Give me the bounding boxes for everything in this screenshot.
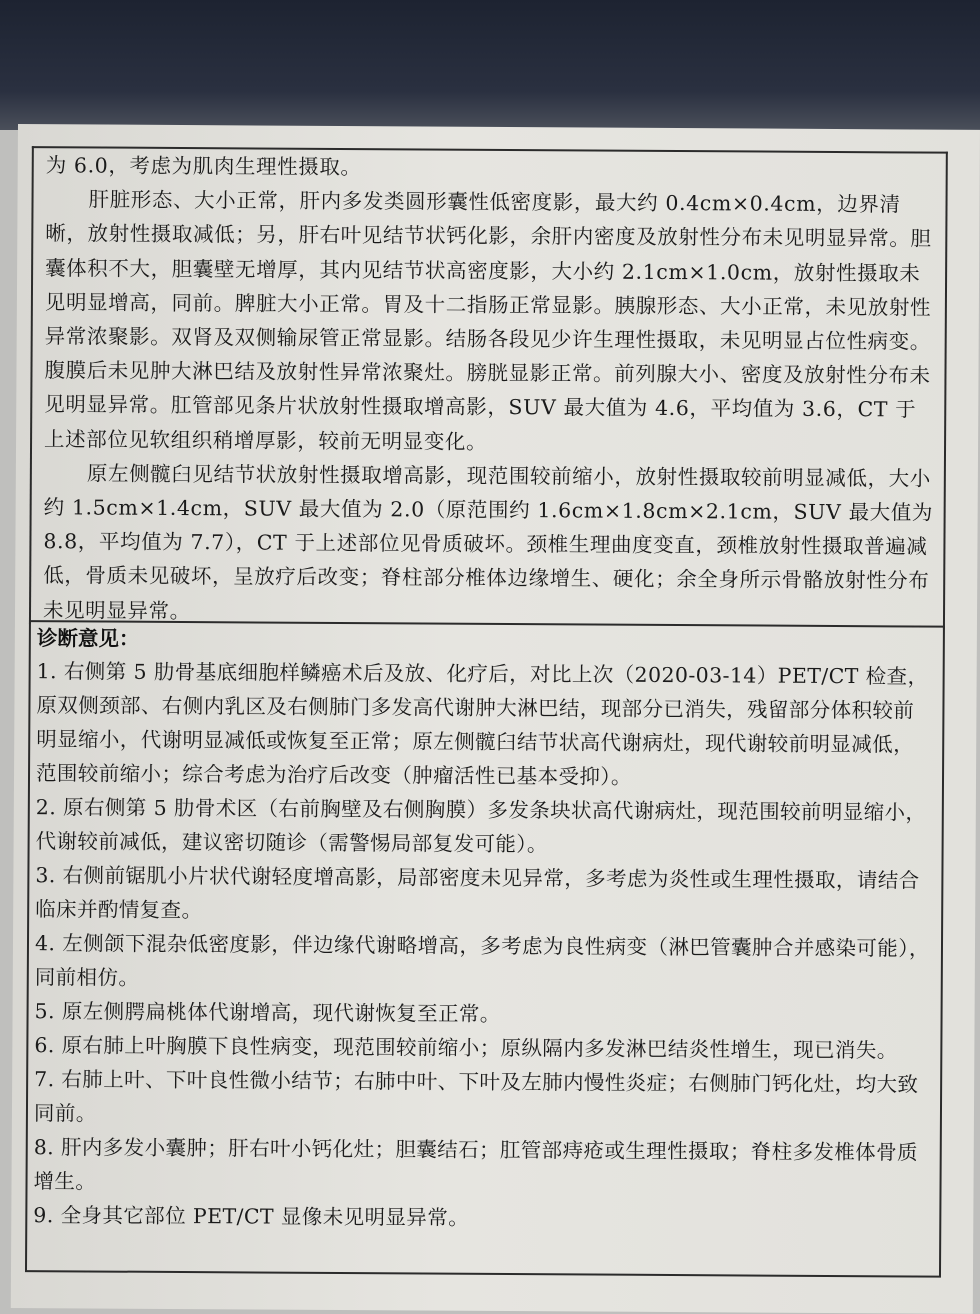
diagnosis-item-4: 4. 左侧颌下混杂低密度影，伴边缘代谢略增高，多考虑为良性病变（淋巴管囊肿合并感染可能），同前相仿。 [34, 931, 930, 990]
findings-paragraph-liver: 肝脏形态、大小正常，肝内多发类圆形囊性低密度影，最大约 0.4cm×0.4cm，边界清晰，放射性摄取减低；另，肝右叶见结节状钙化影，余肝内密度及放射性分布未见明显异常。胆囊体积不大，胆囊壁无增厚，其内见结节状高密度影，大小约 2.1cm×1.0cm，放射性摄取未见明显增高，同前。脾脏大小正常。胃及十二指肠正常显影。胰腺形态、大小正常，未见放射性异常浓聚影。双肾及双侧输尿管正常显影。结肠各段见少许生理性摄取，未见明显占位性病变。腹膜后未见肿大淋巴结及放射性异常浓聚灶。膀胱显影正常。前列腺大小、密度及放射性分布未见明显异常。肛管部见条片状放射性摄取增高影，SUV 最大值为 4.6，平均值为 3.6，CT 于上述部位见软组织稍增厚影，较前无明显变化。 [44, 187, 932, 454]
diagnosis-section [25, 620, 945, 1278]
diagnosis-item-1: 1. 右侧第 5 肋骨基底细胞样鳞癌术后及放、化疗后，对比上次（2020-03-14）PET/CT 检查，原双侧颈部、右侧内乳区及右侧肺门多发高代谢肿大淋巴结，现部分已消失，残留部分体积较前明显缩小，代谢明显减低或恢复至正常；原左侧髋臼结节状高代谢病灶，现代谢较前明显减低，范围较前缩小；综合考虑为治疗后改变（肿瘤活性已基本受抑）。 [35, 659, 929, 789]
findings-line-0: 为 6.0，考虑为肌肉生理性摄取。 [45, 153, 362, 180]
report-page [11, 124, 980, 1314]
background-dark-area [0, 0, 980, 130]
diagnosis-item-9: 9. 全身其它部位 PET/CT 显像未见明显异常。 [33, 1203, 470, 1230]
findings-paragraph-bone: 原左侧髋臼见结节状放射性摄取增高影，现范围较前缩小，放射性摄取较前明显减低，大小约 1.5cm×1.4cm，SUV 最大值为 2.0（原范围约 1.6cm×1.8cm×2.1cm，SUV 最大值为 8.8，平均值为 7.7），CT 于上述部位见骨质破坏。颈椎生理曲度变直，颈椎放射性摄取普遍减低，骨质未见破坏，呈放疗后改变；脊柱部分椎体边缘增生、硬化；余全身所示骨骼放射性分布未见明显异常。 [42, 461, 934, 623]
diagnosis-item-5: 5. 原左侧腭扁桃体代谢增高，现代谢恢复至正常。 [34, 999, 501, 1026]
diagnosis-item-7: 7. 右肺上叶、下叶良性微小结节；右肺中叶、下叶及左肺内慢性炎症；右侧肺门钙化灶，均大致同前。 [33, 1067, 919, 1126]
diagnosis-item-2: 2. 原右侧第 5 肋骨术区（右前胸壁及右侧胸膜）多发条块状高代谢病灶，现范围较前明显缩小，代谢较前减低，建议密切随诊（需警惕局部复发可能）。 [35, 795, 927, 857]
findings-section [29, 146, 948, 630]
diagnosis-item-3: 3. 右侧前锯肌小片状代谢轻度增高影，局部密度未见异常，多考虑为炎性或生理性摄取，请结合临床并酌情复查。 [35, 863, 920, 923]
diagnosis-title: 诊断意见： [36, 626, 140, 651]
diagnosis-item-8: 8. 肝内多发小囊肿；肝右叶小钙化灶；胆囊结石；肛管部痔疮或生理性摄取；脊柱多发椎体骨质增生。 [33, 1135, 918, 1194]
diagnosis-item-6: 6. 原右肺上叶胸膜下良性病变，现范围较前缩小；原纵隔内多发淋巴结炎性增生，现已消失。 [34, 1033, 898, 1063]
